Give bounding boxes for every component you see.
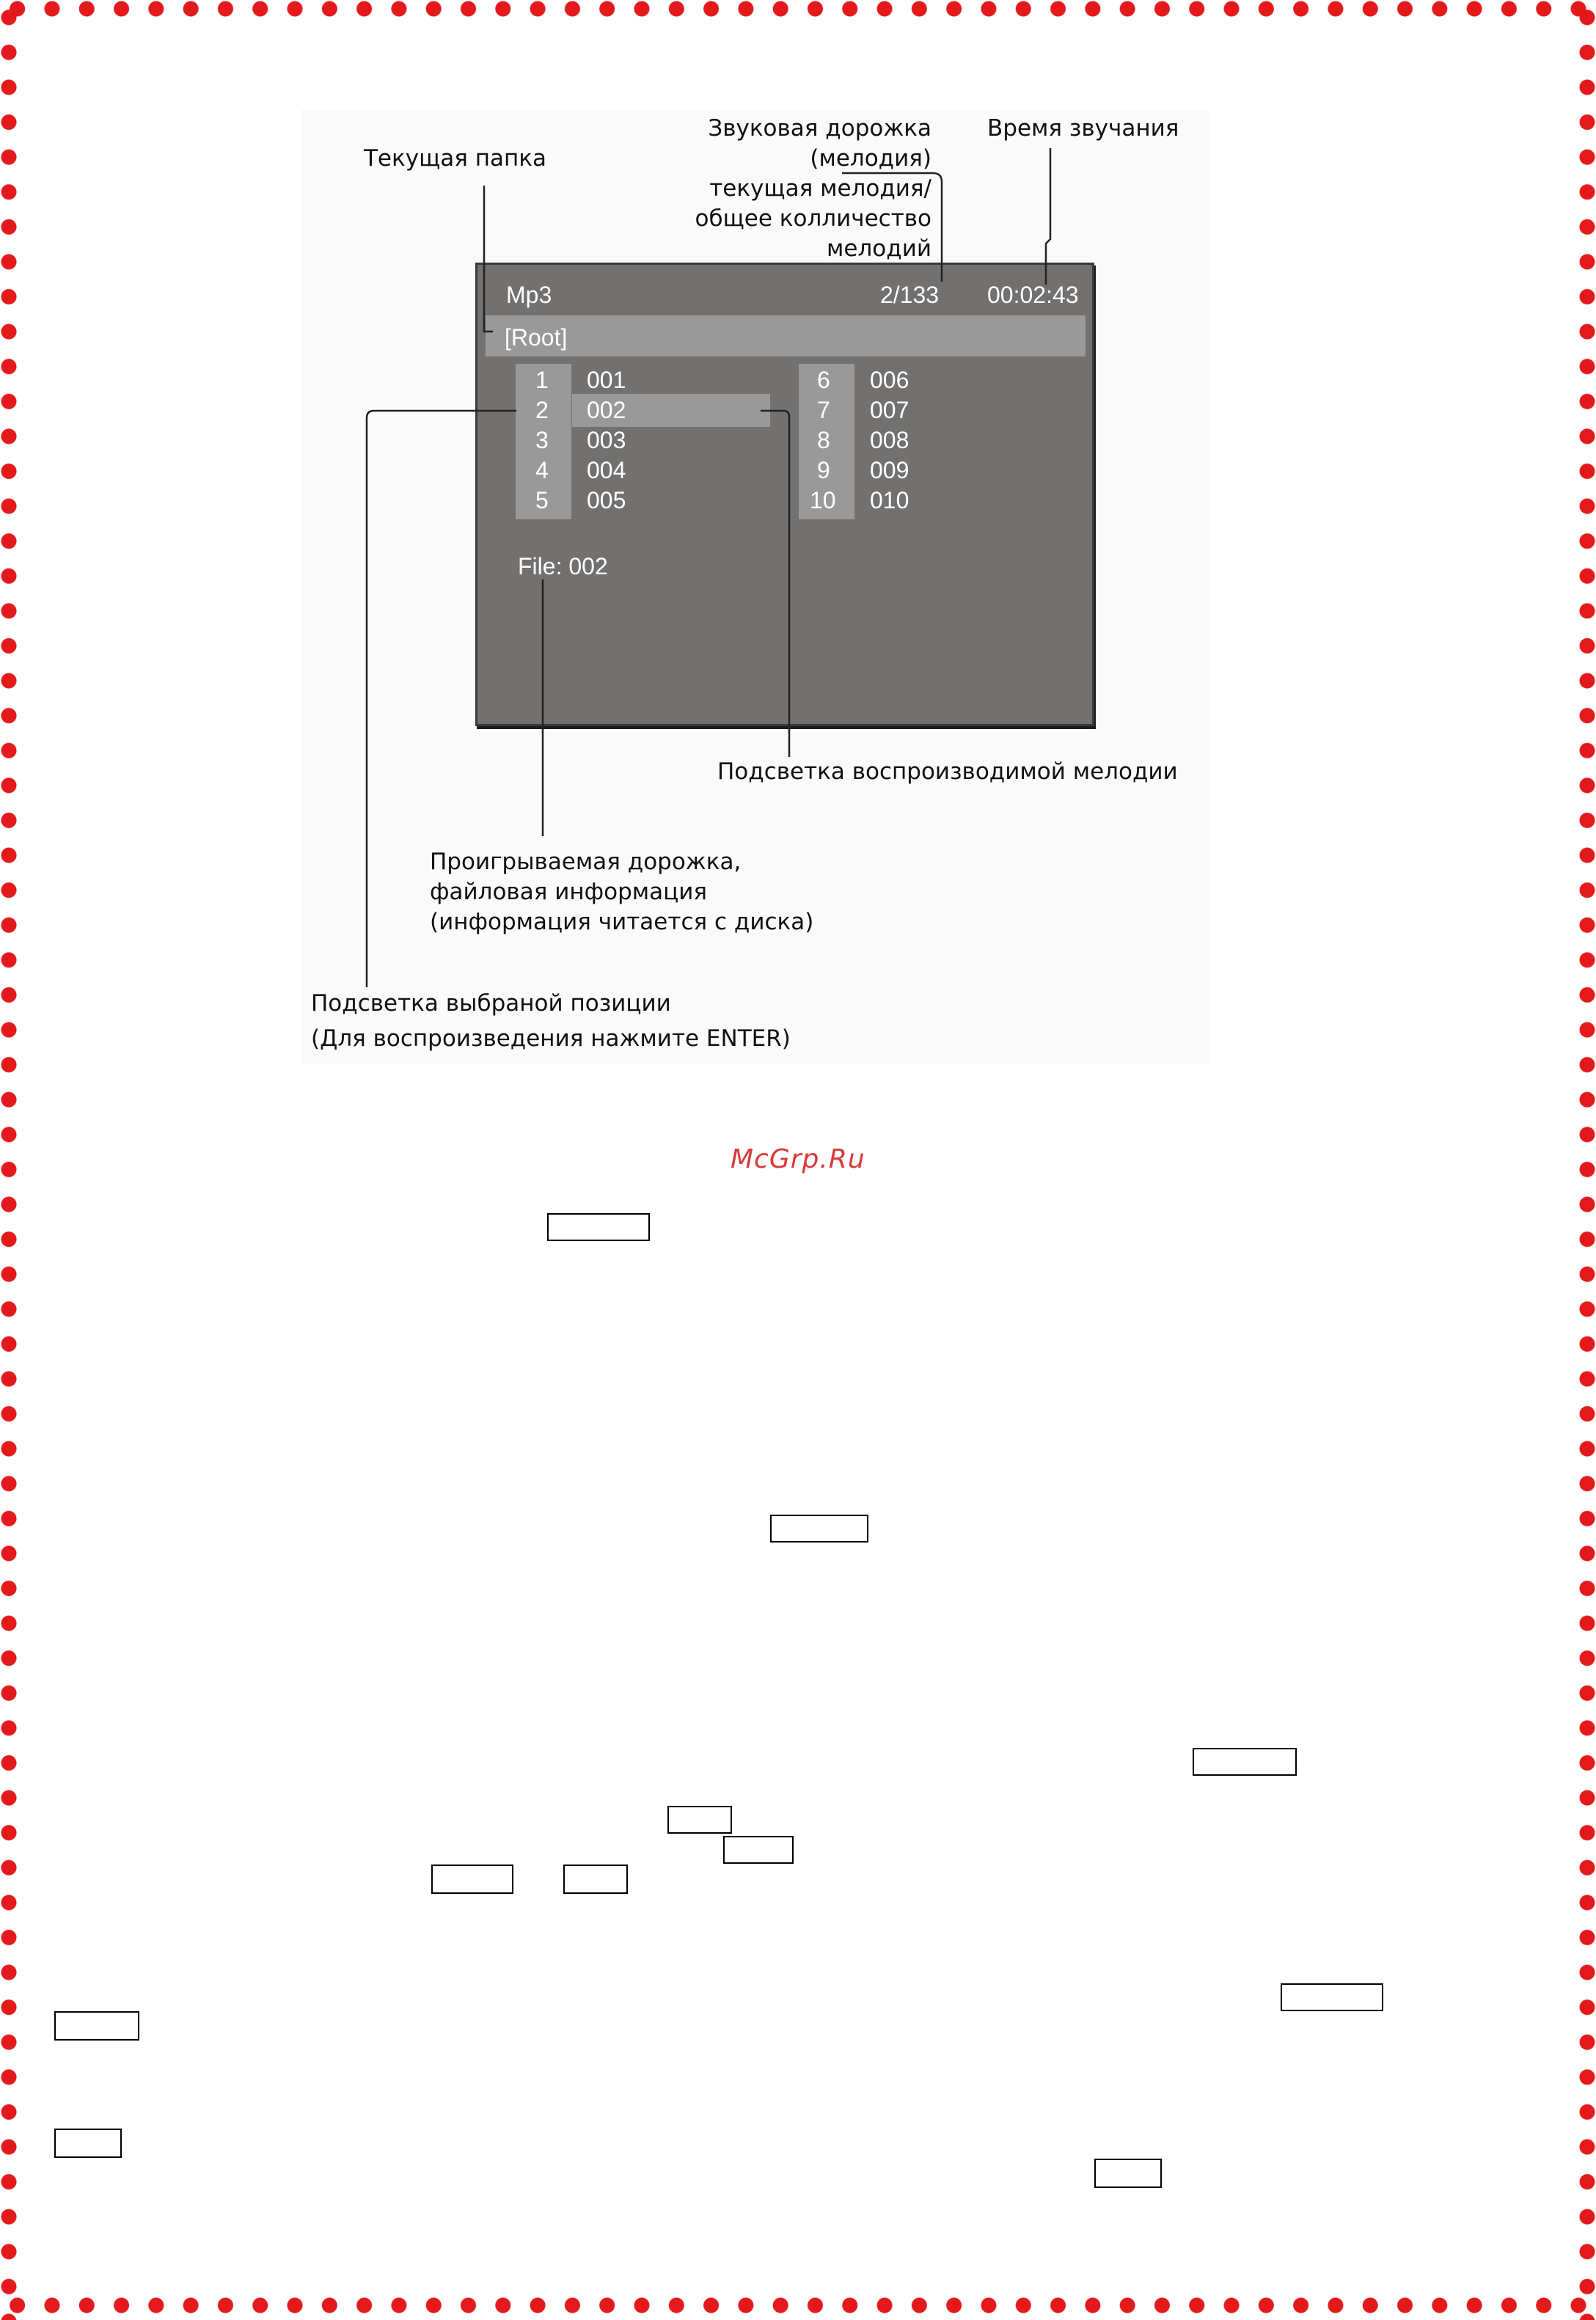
callout-playing-track: Проигрываемая дорожка, файловая информация (информация читается с диска) (430, 849, 814, 935)
track-name[interactable]: 001 (587, 367, 626, 393)
track-number[interactable]: 7 (817, 397, 830, 423)
play-time: 00:02:43 (987, 282, 1079, 308)
track-number[interactable]: 2 (535, 397, 549, 423)
leader-playing-highlight (761, 411, 789, 757)
track-name[interactable]: 006 (870, 367, 909, 393)
track-number[interactable]: 6 (817, 367, 830, 393)
blank-box (54, 2129, 122, 2158)
blank-box (1193, 1748, 1297, 1776)
track-number[interactable]: 3 (535, 427, 549, 453)
format-label: Mp3 (506, 282, 552, 308)
callout-selected: Подсветка выбраной позиции (Для воспроизведения нажмите ENTER) (311, 990, 791, 1052)
track-number[interactable]: 4 (535, 457, 549, 483)
blank-box (54, 2011, 139, 2041)
track-name[interactable]: 002 (587, 397, 626, 423)
blank-box (1281, 1983, 1383, 2011)
leader-play-time (1046, 148, 1050, 285)
blank-box (667, 1806, 732, 1834)
folder-name: [Root] (505, 324, 568, 351)
track-number[interactable]: 9 (817, 457, 830, 483)
callout-playing-highlight: Подсветка воспроизводимой мелодии (717, 758, 1178, 785)
track-number[interactable]: 5 (535, 487, 549, 513)
blank-box (547, 1213, 650, 1241)
track-name[interactable]: 008 (870, 427, 909, 453)
track-number[interactable]: 8 (817, 427, 830, 453)
track-name[interactable]: 007 (870, 397, 909, 423)
callout-current-folder: Текущая папка (364, 145, 547, 172)
callout-track: Звуковая дорожка (мелодия) текущая мелодия/ общее колличество мелодий (695, 115, 931, 262)
leader-current-folder (484, 186, 493, 332)
track-name[interactable]: 009 (870, 457, 909, 483)
track-name[interactable]: 004 (587, 457, 626, 483)
track-number[interactable]: 1 (535, 367, 549, 393)
track-number[interactable]: 10 (810, 487, 836, 513)
track-name[interactable]: 010 (870, 487, 909, 513)
track-counter: 2/133 (880, 282, 940, 308)
blank-box (431, 1865, 513, 1894)
track-name[interactable]: 003 (587, 427, 626, 453)
callout-play-time: Время звучания (987, 115, 1179, 142)
file-info: File: 002 (518, 553, 608, 579)
blank-box (1094, 2159, 1162, 2188)
blank-box (770, 1515, 868, 1543)
blank-box (563, 1865, 628, 1894)
blank-box (723, 1836, 794, 1864)
watermark: McGrp.Ru (731, 1144, 865, 1174)
track-name[interactable]: 005 (587, 487, 626, 513)
